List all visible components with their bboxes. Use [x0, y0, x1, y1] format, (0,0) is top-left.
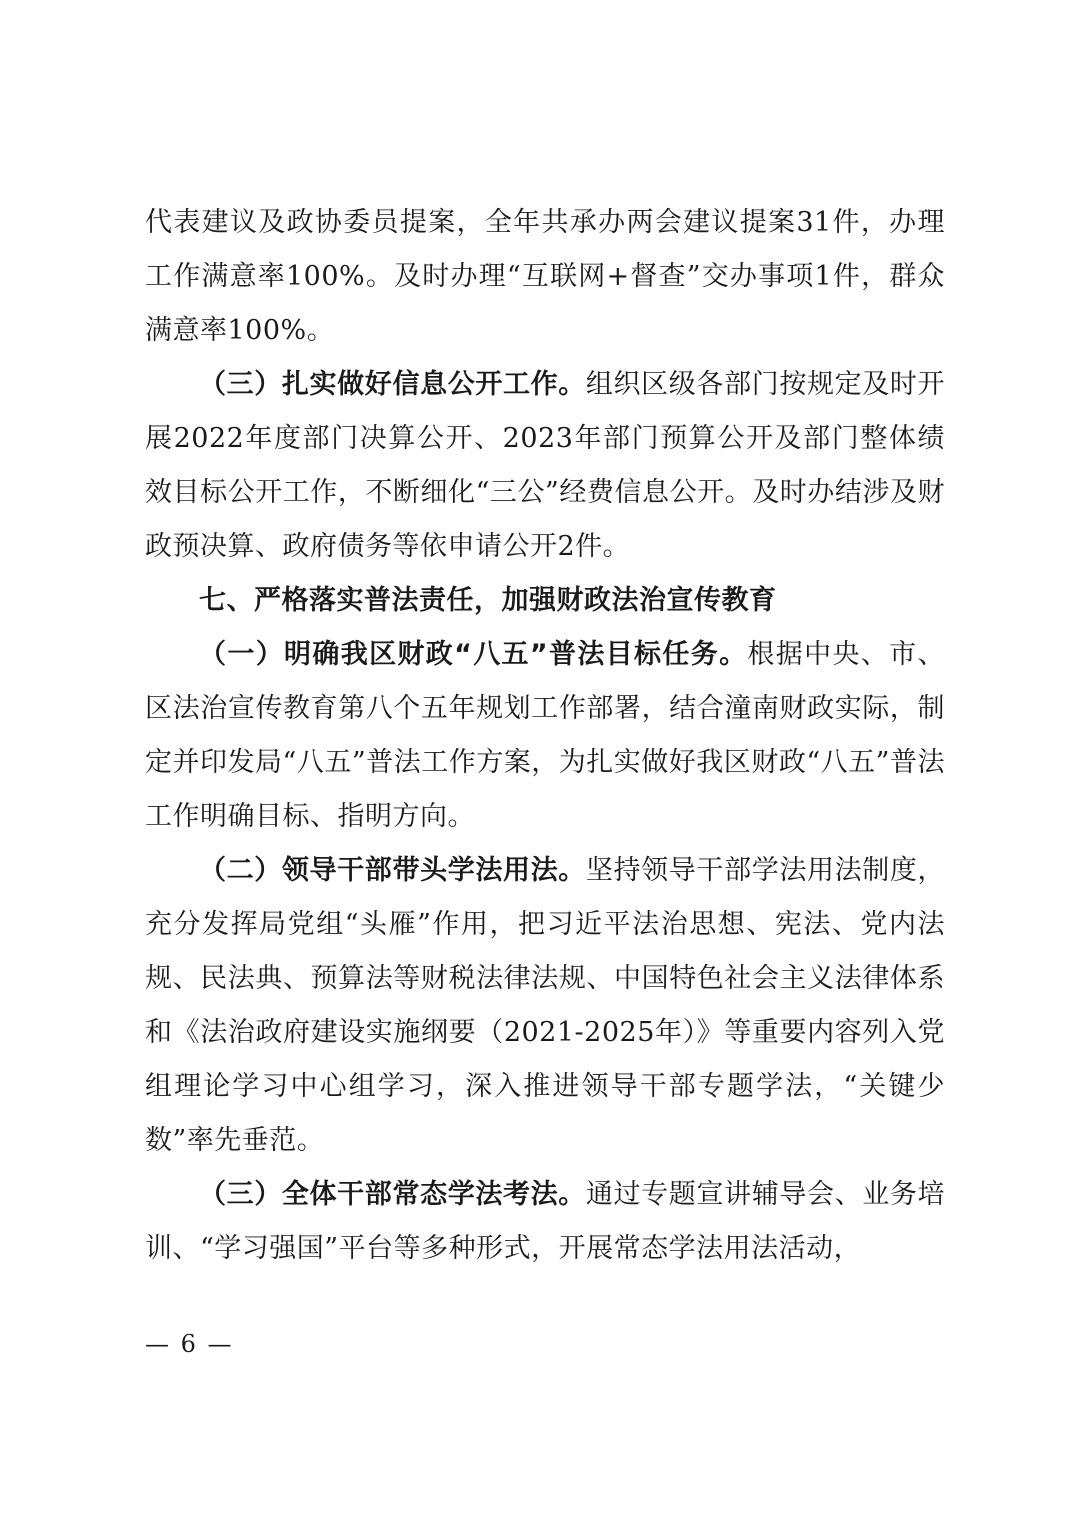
paragraph-text: 坚持领导干部学法用法制度，充分发挥局党组“头雁”作用，把习近平法治思想、宪法、党内法规、民法典、预算法等财税法律法规、中国特色社会主义法律体系和《法治政府建设实施纲要（2021-2025年）》等重要内容列入党组理论学习中心组学习，深入推进领导干部专题学法，“关键少数”率先垂范。 [145, 855, 946, 1156]
paragraph-continuation [145, 196, 945, 358]
paragraph-text: 代表建议及政协委员提案，全年共承办两会建议提案31件，办理工作满意率100%。及时办理“互联网+督查”交办事项1件，群众满意率100%。 [145, 207, 945, 346]
paragraph-heading: （三）全体干部常态学法考法。 [199, 1179, 586, 1210]
paragraph-heading: （二）领导干部带头学法用法。 [199, 855, 586, 886]
paragraph-heading: （一）明确我区财政“八五”普法目标任务。 [199, 639, 748, 670]
paragraph-eighth-five-goals [145, 628, 945, 844]
section-heading: 七、严格落实普法责任，加强财政法治宣传教育 [199, 585, 777, 616]
paragraph-heading: （三）扎实做好信息公开工作。 [199, 369, 586, 400]
paragraph-all-staff-study-law [145, 1168, 945, 1276]
document-body [145, 196, 945, 1276]
paragraph-leaders-study-law [145, 844, 945, 1168]
paragraph-text: 通过专题宣讲辅导会、业务培训、“学习强国”平台等多种形式，开展常态学法用法活动， [145, 1179, 946, 1264]
paragraph-info-disclosure [145, 358, 945, 574]
section-heading-seven [145, 574, 945, 628]
paragraph-text: 组织区级各部门按规定及时开展2022年度部门决算公开、2023年部门预算公开及部门整体绩效目标公开工作，不断细化“三公”经费信息公开。及时办结涉及财政预决算、政府债务等依申请公开2件。 [145, 369, 946, 562]
paragraph-text: 根据中央、市、区法治宣传教育第八个五年规划工作部署，结合潼南财政实际，制定并印发局“八五”普法工作方案，为扎实做好我区财政“八五”普法工作明确目标、指明方向。 [145, 639, 945, 832]
page-number: — 6 — [145, 1330, 234, 1358]
